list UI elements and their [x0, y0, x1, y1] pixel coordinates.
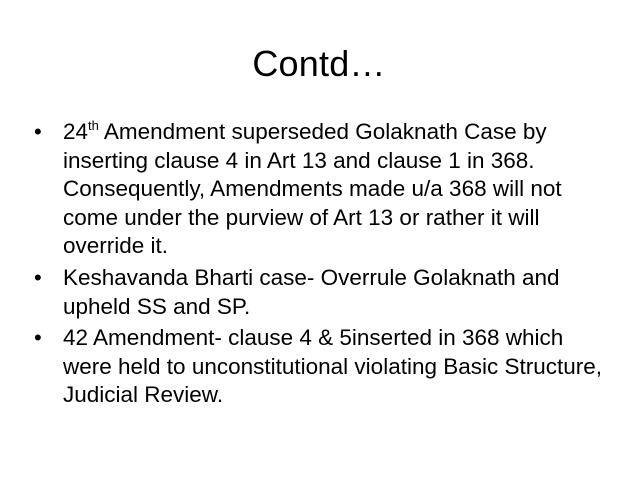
bullet-list [34, 118, 604, 413]
bullet-3-text: 42 Amendment- clause 4 & 5inserted in 368 which were held to unconstitutional violating Basic Structure, Judicial Review. [63, 325, 603, 408]
bullet-item-1 [34, 118, 604, 261]
slide-title: Contd… [252, 43, 386, 84]
bullet-icon: • [34, 264, 42, 290]
bullet-1-number: 24 [63, 119, 89, 144]
bullet-icon: • [34, 325, 42, 351]
bullet-2-text: Keshavanda Bharti case- Overrule Golaknath and upheld SS and SP. [63, 264, 560, 319]
bullet-1-text: Amendment superseded Golaknath Case by inserting clause 4 in Art 13 and clause 1 in 368. Consequently, Amendments made u/a 368 will not come under the purview of Art 13 or rather it will override it. [63, 119, 562, 259]
bullet-icon: • [34, 119, 42, 144]
bullet-1-superscript: th [88, 118, 99, 133]
bullet-item-3 [34, 324, 604, 410]
bullet-item-2 [34, 264, 604, 321]
